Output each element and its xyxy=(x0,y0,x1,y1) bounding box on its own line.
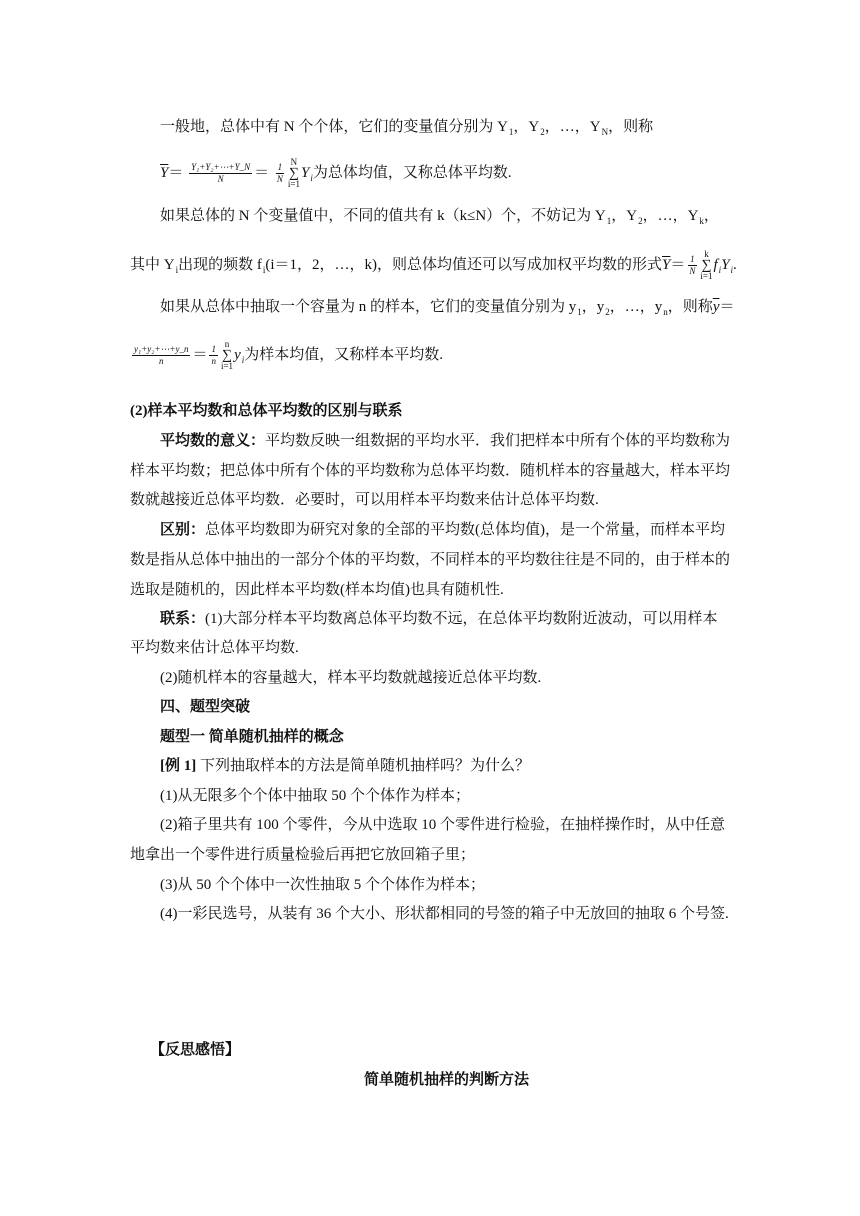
difference-text: 总体平均数即为研究对象的全部的平均数(总体均值)，是一个常量，而样本平均 xyxy=(205,522,726,538)
para1-tail: ，则称 xyxy=(608,119,654,135)
sum-upper: N xyxy=(290,157,298,167)
example-item: (2)箱子里共有 100 个零件，今从中选取 10 个零件进行检验，在抽样操作时，从中任意 xyxy=(160,817,725,833)
para4-text: 如果从总体中抽取一个容量为 n 的样本，它们的变量值分别为 y xyxy=(160,299,577,315)
sigma-symbol: ∑ xyxy=(222,348,233,363)
para3-text: 出现的频数 f xyxy=(178,256,262,273)
para4-text: ，则称 xyxy=(667,299,713,315)
fraction-denominator: n xyxy=(158,356,164,366)
sum-lower: i=1 xyxy=(287,179,300,189)
separator: ，y xyxy=(581,299,605,315)
fraction-denominator: n xyxy=(211,356,216,366)
relation-line-3: (2)随机样本的容量越大，样本平均数就越接近总体平均数. xyxy=(160,670,542,686)
meaning-text: 平均数反映一组数据的平均水平．我们把样本中所有个体的平均数称为 xyxy=(265,433,731,449)
subscript: 2 xyxy=(540,127,545,137)
equals: ＝ xyxy=(168,164,184,181)
reflection-label: 【反思感悟】 xyxy=(150,1042,241,1058)
equals: ＝ xyxy=(670,256,686,273)
summation xyxy=(288,158,300,189)
relation-line-1 xyxy=(160,609,718,629)
summation xyxy=(221,340,233,371)
fraction-denominator: N xyxy=(689,266,696,276)
para4-line xyxy=(160,297,735,322)
example-item: 地拿出一个零件进行质量检验后再把它放回箱子里； xyxy=(130,847,476,863)
formula-tail: 为样本均值，又称样本平均数. xyxy=(244,346,444,363)
separator: ，…，y xyxy=(609,299,663,315)
equals: ＝ xyxy=(254,164,270,181)
subscript: i xyxy=(262,264,266,275)
para1-text: 一般地，总体中有 N 个个体，它们的变量值分别为 Y xyxy=(160,119,508,135)
relation-text: (1)大部分样本平均数离总体平均数不远，在总体平均数附近波动，可以用样本 xyxy=(205,611,718,627)
para2-line xyxy=(160,206,719,231)
example-question xyxy=(160,756,530,776)
subscript: i xyxy=(718,264,722,275)
subscript: 2 xyxy=(638,216,643,226)
difference-line-1 xyxy=(160,520,725,540)
sample-mean-symbol: $\overline{y}$ xyxy=(712,299,720,315)
sum-lower: i=1 xyxy=(700,271,713,281)
coefficient-fraction xyxy=(275,162,285,185)
subscript: i xyxy=(730,264,734,275)
example-item: (3)从 50 个个体中一次性抽取 5 个个体作为样本； xyxy=(160,877,485,893)
section4-title: 四、题型突破 xyxy=(160,699,251,715)
subscript: N xyxy=(601,127,609,137)
para1-line xyxy=(160,117,653,142)
population-mean-formula xyxy=(160,158,512,189)
para3-line xyxy=(130,250,737,281)
para2-text: 如果总体的 N 个变量值中，不同的值共有 k（k≤N）个，不妨记为 Y xyxy=(160,208,606,224)
separator: ，Y xyxy=(611,208,638,224)
subscript: 1 xyxy=(508,127,514,137)
fraction-numerator: 1 xyxy=(690,254,695,264)
subscript: n xyxy=(663,307,668,317)
term: y xyxy=(234,346,241,363)
example-question-text: 下列抽取样本的方法是简单随机抽样吗？为什么？ xyxy=(196,758,531,774)
subscript: i xyxy=(175,264,179,275)
difference-line-2: 数是指从总体中抽出的一部分个体的平均数，不同样本的平均数往往是不同的，由于样本的 xyxy=(130,552,731,568)
fraction-denominator: N xyxy=(217,174,224,184)
sum-fraction xyxy=(132,344,190,367)
subscript: i xyxy=(241,354,245,365)
separator: ，…，Y xyxy=(642,208,699,224)
sum-upper: k xyxy=(704,249,709,259)
section2-title: (2)样本平均数和总体平均数的区别与联系 xyxy=(130,403,403,419)
sum-fraction xyxy=(189,162,252,185)
formula-tail: 为总体均值，又称总体平均数. xyxy=(312,164,512,181)
subscript: k xyxy=(699,216,704,226)
subscript: i xyxy=(310,172,313,183)
type1-title: 题型一 简单随机抽样的概念 xyxy=(160,729,344,745)
difference-label: 区别： xyxy=(160,522,206,538)
example-item: (1)从无限多个个体中抽取 50 个个体作为样本； xyxy=(160,788,470,804)
reflection-title: 简单随机抽样的判断方法 xyxy=(364,1072,530,1088)
meaning-label: 平均数的意义： xyxy=(160,433,266,449)
summation xyxy=(700,250,712,281)
term: Y xyxy=(721,256,730,273)
term: Y xyxy=(300,164,310,181)
sum-upper: n xyxy=(224,339,230,349)
meaning-line-2: 样本平均数；把总体中所有个体的平均数称为总体平均数．随机样本的容量越大，样本平均 xyxy=(130,463,731,479)
fraction-numerator: 1 xyxy=(277,162,283,172)
sample-mean-formula xyxy=(130,340,443,371)
subscript: 1 xyxy=(606,216,612,226)
fraction-numerator: y₁+y₂+⋯+y_n xyxy=(134,344,189,354)
subscript: 2 xyxy=(605,307,610,317)
para2-tail: ， xyxy=(703,208,719,224)
sum-lower: i=1 xyxy=(220,361,234,371)
fraction-numerator: 1 xyxy=(211,344,216,354)
meaning-line-3: 数就越接近总体平均数．必要时，可以用样本平均数来估计总体平均数. xyxy=(130,492,599,508)
fraction-numerator: Y₁+Y₂+⋯+Y_N xyxy=(191,162,251,172)
sigma-symbol: ∑ xyxy=(701,258,712,273)
sigma-symbol: ∑ xyxy=(288,166,299,181)
separator: ，Y xyxy=(513,119,540,135)
fraction-denominator: N xyxy=(276,174,283,184)
difference-line-3: 选取是随机的，因此样本平均数(样本均值)也具有随机性. xyxy=(130,582,504,598)
example-label: [例 1] xyxy=(160,758,197,774)
para3-text: 其中 Y xyxy=(130,256,175,273)
example-item: (4)一彩民选号，从装有 36 个大小、形状都相同的号签的箱子中无放回的抽取 6 个号签. xyxy=(160,906,729,922)
separator: ，…，Y xyxy=(544,119,601,135)
population-mean-symbol: $\overline{Y}$ xyxy=(662,256,671,273)
term: f xyxy=(713,256,718,273)
para3-text: (i＝1，2，…，k)，则总体均值还可以写成加权平均数的形式 xyxy=(265,256,663,273)
equals: ＝ xyxy=(192,346,208,363)
relation-label: 联系： xyxy=(160,611,206,627)
meaning-line-1 xyxy=(160,431,730,451)
equals: ＝ xyxy=(719,299,735,315)
relation-line-2: 平均数来估计总体平均数. xyxy=(130,640,299,656)
period: . xyxy=(733,256,737,273)
population-mean-symbol: $\overline{Y}$ xyxy=(160,164,169,181)
coefficient-fraction xyxy=(209,344,218,367)
coefficient-fraction xyxy=(687,254,697,277)
subscript: 1 xyxy=(577,307,582,317)
